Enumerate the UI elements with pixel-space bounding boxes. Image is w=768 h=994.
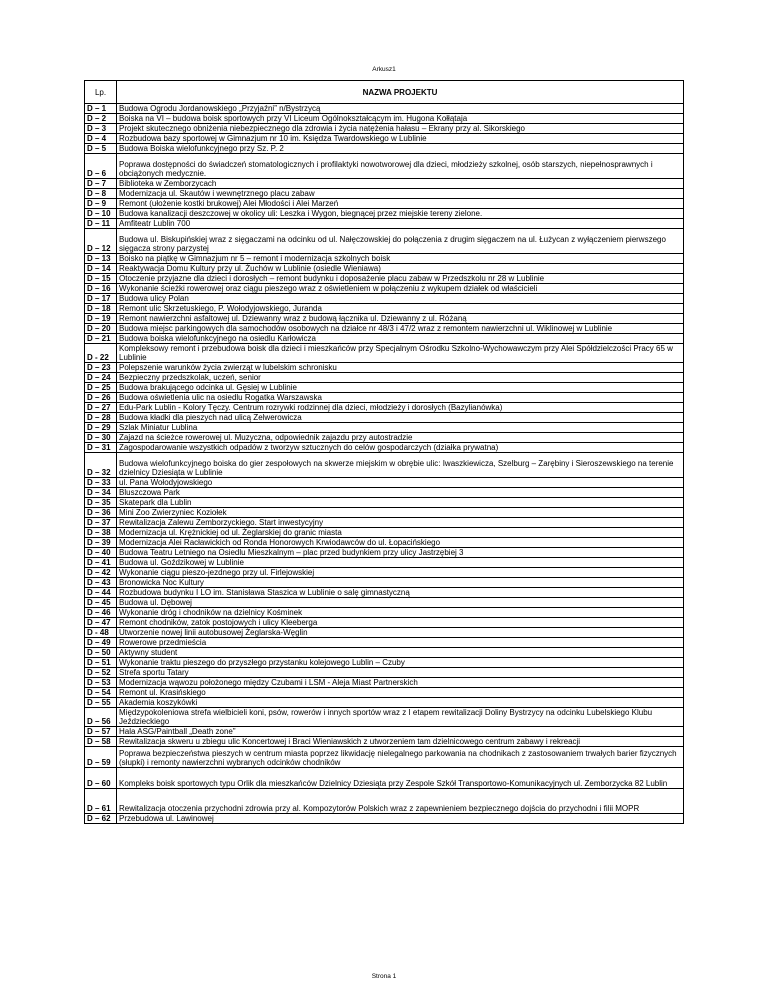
project-number: D – 21 xyxy=(85,334,117,344)
column-header-name: NAZWA PROJEKTU xyxy=(117,81,684,104)
table-row xyxy=(85,498,684,508)
project-number: D – 20 xyxy=(85,324,117,334)
project-name: Budowa brakującego odcinka ul. Gęsiej w Lublinie xyxy=(117,383,684,393)
table-row xyxy=(85,768,684,789)
project-name: Budowa kładki dla pieszych nad ulicą Zelwerowicza xyxy=(117,413,684,423)
project-number: D - 48 xyxy=(85,628,117,638)
table-row xyxy=(85,294,684,304)
project-name: Szlak Miniatur Lublina xyxy=(117,423,684,433)
table-row xyxy=(85,727,684,737)
table-row xyxy=(85,628,684,638)
project-number: D – 58 xyxy=(85,737,117,747)
project-number: D - 22 xyxy=(85,344,117,363)
project-name: Boiska na VI – budowa boisk sportowych przy VI Liceum Ogólnokształcącym im. Hugona Kołłątaja xyxy=(117,114,684,124)
project-name: Budowa ulicy Polan xyxy=(117,294,684,304)
project-number: D – 29 xyxy=(85,423,117,433)
project-number: D – 2 xyxy=(85,114,117,124)
project-name: Budowa Teatru Letniego na Osiedlu Mieszkalnym – plac przed budynkiem przy ulicy Jastrzębiej 3 xyxy=(117,548,684,558)
project-name: Rewitalizacja Zalewu Zemborzyckiego. Start inwestycyjny xyxy=(117,518,684,528)
project-number: D – 34 xyxy=(85,488,117,498)
project-number: D – 37 xyxy=(85,518,117,528)
table-row xyxy=(85,789,684,814)
project-name: Bronowicka Noc Kultury xyxy=(117,578,684,588)
table-row xyxy=(85,114,684,124)
project-number: D – 46 xyxy=(85,608,117,618)
project-number: D – 55 xyxy=(85,698,117,708)
project-name: Kompleksowy remont i przebudowa boisk dla dzieci i mieszkańców przy Specjalnym Ośrodku Szkolno-Wychowawczym przy Alei Spółdzielczości Pracy 65 w Lublinie xyxy=(117,344,684,363)
project-number: D – 8 xyxy=(85,189,117,199)
project-number: D – 38 xyxy=(85,528,117,538)
project-name: Strefa sportu Tatary xyxy=(117,668,684,678)
project-number: D – 53 xyxy=(85,678,117,688)
project-name: Aktywny student xyxy=(117,648,684,658)
project-name: Remont chodników, zatok postojowych i ulicy Kleeberga xyxy=(117,618,684,628)
project-name: Amfiteatr Lublin 700 xyxy=(117,219,684,229)
project-number: D – 47 xyxy=(85,618,117,628)
project-number: D – 59 xyxy=(85,747,117,768)
table-row xyxy=(85,134,684,144)
project-name: Utworzenie nowej linii autobusowej Żeglarska-Węglin xyxy=(117,628,684,638)
project-number: D – 17 xyxy=(85,294,117,304)
project-name: Wykonanie ścieżki rowerowej oraz ciągu pieszego wraz z oświetleniem w połączeniu z wykupem działek od właścicieli xyxy=(117,284,684,294)
table-row xyxy=(85,668,684,678)
table-row xyxy=(85,179,684,189)
project-name: Rowerowe przedmieścia xyxy=(117,638,684,648)
table-row xyxy=(85,618,684,628)
project-number: D – 26 xyxy=(85,393,117,403)
project-number: D – 41 xyxy=(85,558,117,568)
table-row xyxy=(85,488,684,498)
project-name: Zajazd na ścieżce rowerowej ul. Muzyczna, odpowiednik zajazdu przy autostradzie xyxy=(117,433,684,443)
table-row xyxy=(85,698,684,708)
project-name: Budowa ul. Goździkowej w Lublinie xyxy=(117,558,684,568)
table-row xyxy=(85,314,684,324)
project-name: Budowa ul. Dębowej xyxy=(117,598,684,608)
project-name: Rewitalizacja skweru u zbiegu ulic Koncertowej i Braci Wieniawskich z utworzeniem tam dzielnicowego centrum zabawy i rekreacji xyxy=(117,737,684,747)
project-number: D – 52 xyxy=(85,668,117,678)
table-row xyxy=(85,209,684,219)
table-row xyxy=(85,548,684,558)
project-number: D – 60 xyxy=(85,768,117,789)
table-row xyxy=(85,508,684,518)
project-number: D – 33 xyxy=(85,478,117,488)
projects-table-body xyxy=(85,81,684,824)
table-row xyxy=(85,598,684,608)
project-name: Kompleks boisk sportowych typu Orlik dla mieszkańców Dzielnicy Dziesiąta przy Zespole Szkół Transportowo-Komunikacyjnych ul. Zemborzycka 82 Lublin xyxy=(117,768,684,789)
project-name: Rozbudowa bazy sportowej w Gimnazjum nr 10 im. Księdza Twardowskiego w Lublinie xyxy=(117,134,684,144)
project-name: Budowa miejsc parkingowych dla samochodów osobowych na działce nr 48/3 i 47/2 wraz z remontem nawierzchni ul. Wiklinowej w Lublinie xyxy=(117,324,684,334)
table-row xyxy=(85,678,684,688)
project-number: D – 61 xyxy=(85,789,117,814)
table-row xyxy=(85,648,684,658)
project-number: D – 6 xyxy=(85,154,117,179)
table-row xyxy=(85,363,684,373)
sheet-name: Arkusz1 xyxy=(372,66,396,73)
project-number: D – 49 xyxy=(85,638,117,648)
project-name: Otoczenie przyjazne dla dzieci i dorosłych – remont budynku i doposażenie placu zabaw w Przedszkolu nr 28 w Lublinie xyxy=(117,274,684,284)
table-row xyxy=(85,568,684,578)
project-number: D – 28 xyxy=(85,413,117,423)
table-row xyxy=(85,189,684,199)
page-number: Strona 1 xyxy=(371,973,397,980)
project-number: D – 9 xyxy=(85,199,117,209)
project-number: D – 16 xyxy=(85,284,117,294)
table-row xyxy=(85,528,684,538)
project-name: Modernizacja ul. Skautów i wewnętrznego placu zabaw xyxy=(117,189,684,199)
table-row xyxy=(85,254,684,264)
project-name: Projekt skutecznego obniżenia niebezpiecznego dla zdrowia i życia natężenia hałasu – Ekrany przy al. Sikorskiego xyxy=(117,124,684,134)
project-number: D – 44 xyxy=(85,588,117,598)
table-row xyxy=(85,393,684,403)
project-number: D – 1 xyxy=(85,104,117,114)
table-row xyxy=(85,453,684,478)
table-row xyxy=(85,199,684,209)
table-row xyxy=(85,284,684,294)
table-row xyxy=(85,443,684,453)
project-name: Międzypokoleniowa strefa wielbicieli koni, psów, rowerów i innych sportów wraz z I etapem rewitalizacji Doliny Bystrzycy na odcinku Lubelskiego Klubu Jeździeckiego xyxy=(117,708,684,727)
table-row xyxy=(85,708,684,727)
project-number: D – 43 xyxy=(85,578,117,588)
project-name: Remont ulic Skrzetuskiego, P. Wołodyjowskiego, Juranda xyxy=(117,304,684,314)
table-row xyxy=(85,124,684,134)
table-row xyxy=(85,334,684,344)
project-name: Edu-Park Lublin - Kolory Tęczy. Centrum rozrywki rodzinnej dla dzieci, młodzieży i dorosłych (Bazylianówka) xyxy=(117,403,684,413)
table-row xyxy=(85,264,684,274)
project-name: Zagospodarowanie wszystkich odpadów z tworzyw sztucznych do celów gospodarczych (działka prywatna) xyxy=(117,443,684,453)
project-number: D – 50 xyxy=(85,648,117,658)
project-number: D – 30 xyxy=(85,433,117,443)
project-name: Bluszczowa Park xyxy=(117,488,684,498)
project-name: Modernizacja wąwozu położonego między Czubami i LSM - Aleja Miast Partnerskich xyxy=(117,678,684,688)
project-number: D – 4 xyxy=(85,134,117,144)
table-row xyxy=(85,747,684,768)
project-name: Boisko na piątkę w Gimnazjum nr 5 – remont i modernizacja szkolnych boisk xyxy=(117,254,684,264)
project-name: Modernizacja ul. Krężnickiej od ul. Żeglarskiej do granic miasta xyxy=(117,528,684,538)
table-row xyxy=(85,324,684,334)
table-row xyxy=(85,304,684,314)
project-name: Modernizacja Alei Racławickich od Ronda Honorowych Krwiodawców do ul. Łopacińskiego xyxy=(117,538,684,548)
project-name: Wykonanie dróg i chodników na dzielnicy Kośminek xyxy=(117,608,684,618)
table-row xyxy=(85,344,684,363)
project-name: Przebudowa ul. Lawinowej xyxy=(117,814,684,824)
project-name: ul. Pana Wołodyjowskiego xyxy=(117,478,684,488)
project-number: D – 54 xyxy=(85,688,117,698)
table-row xyxy=(85,154,684,179)
table-row xyxy=(85,433,684,443)
project-number: D – 51 xyxy=(85,658,117,668)
table-row xyxy=(85,229,684,254)
table-row xyxy=(85,413,684,423)
project-number: D – 39 xyxy=(85,538,117,548)
project-name: Remont nawierzchni asfaltowej ul. Dziewanny wraz z budową łącznika ul. Dziewanny z ul. Różaną xyxy=(117,314,684,324)
table-row xyxy=(85,578,684,588)
project-name: Rewitalizacja otoczenia przychodni zdrowia przy al. Kompozytorów Polskich wraz z zapewnieniem bezpiecznego dojścia do przychodni i filii MOPR xyxy=(117,789,684,814)
column-header-lp: Lp. xyxy=(85,81,117,104)
project-name: Budowa ul. Biskupińskiej wraz z sięgaczami na odcinku od ul. Nałęczowskiej do połączenia z drugim sięgaczem na ul. Łużycan z wyłączeniem pierwszego sięgacza strony parzystej xyxy=(117,229,684,254)
project-name: Poprawa bezpieczeństwa pieszych w centrum miasta poprzez likwidację nielegalnego parkowania na chodnikach z zastosowaniem trwałych barier fizycznych (słupki) i remonty nawierzchni wybranych odcinków chodników xyxy=(117,747,684,768)
table-row xyxy=(85,538,684,548)
project-name: Budowa wielofunkcyjnego boiska do gier zespołowych na skwerze miejskim w obrębie ulic: Iwaszkiewicza, Szelburg – Zarębiny i Sieroszewskiego na terenie dzielnicy Dziesiąta w Lublinie xyxy=(117,453,684,478)
project-number: D – 42 xyxy=(85,568,117,578)
project-name: Wykonanie ciągu pieszo-jezdnego przy ul. Firlejowskiej xyxy=(117,568,684,578)
table-row xyxy=(85,638,684,648)
table-row xyxy=(85,373,684,383)
project-number: D – 24 xyxy=(85,373,117,383)
project-number: D – 35 xyxy=(85,498,117,508)
projects-table xyxy=(84,80,684,824)
table-row xyxy=(85,219,684,229)
project-name: Rozbudowa budynku I LO im. Stanisława Staszica w Lublinie o salę gimnastyczną xyxy=(117,588,684,598)
table-row xyxy=(85,814,684,824)
project-name: Remont (ułożenie kostki brukowej) Alei Młodości i Alei Marzeń xyxy=(117,199,684,209)
project-number: D – 57 xyxy=(85,727,117,737)
project-number: D – 10 xyxy=(85,209,117,219)
project-name: Reaktywacja Domu Kultury przy ul. Żuchów w Lublinie (osiedle Wieniawa) xyxy=(117,264,684,274)
project-number: D – 62 xyxy=(85,814,117,824)
project-number: D – 18 xyxy=(85,304,117,314)
project-number: D – 45 xyxy=(85,598,117,608)
table-row xyxy=(85,478,684,488)
table-row xyxy=(85,423,684,433)
project-name: Hala ASG/Paintball „Death zone” xyxy=(117,727,684,737)
table-row xyxy=(85,688,684,698)
table-row xyxy=(85,274,684,284)
table-row xyxy=(85,588,684,598)
project-number: D – 31 xyxy=(85,443,117,453)
project-name: Mini Zoo Zwierzyniec Koziołek xyxy=(117,508,684,518)
project-name: Biblioteka w Zemborzycach xyxy=(117,179,684,189)
project-number: D – 56 xyxy=(85,708,117,727)
project-number: D – 3 xyxy=(85,124,117,134)
project-number: D – 36 xyxy=(85,508,117,518)
table-row xyxy=(85,403,684,413)
project-name: Akademia koszykówki xyxy=(117,698,684,708)
project-name: Budowa boiska wielofunkcyjnego na osiedlu Karłowicza xyxy=(117,334,684,344)
project-number: D – 13 xyxy=(85,254,117,264)
project-number: D – 32 xyxy=(85,453,117,478)
project-name: Budowa Boiska wielofunkcyjnego przy Sz. P. 2 xyxy=(117,144,684,154)
table-row xyxy=(85,144,684,154)
project-name: Wykonanie traktu pieszego do przyszłego przystanku kolejowego Lublin – Czuby xyxy=(117,658,684,668)
project-number: D – 14 xyxy=(85,264,117,274)
project-name: Poprawa dostępności do świadczeń stomatologicznych i profilaktyki nowotworowej dla dzieci, młodzieży szkolnej, osób starszych, niepełnosprawnych i obciążonych medycznie. xyxy=(117,154,684,179)
table-row xyxy=(85,383,684,393)
table-row xyxy=(85,518,684,528)
project-number: D – 7 xyxy=(85,179,117,189)
project-number: D – 12 xyxy=(85,229,117,254)
table-row xyxy=(85,737,684,747)
project-number: D – 25 xyxy=(85,383,117,393)
project-number: D – 11 xyxy=(85,219,117,229)
project-name: Remont ul. Krasińskiego xyxy=(117,688,684,698)
project-number: D – 40 xyxy=(85,548,117,558)
project-number: D – 27 xyxy=(85,403,117,413)
table-row xyxy=(85,658,684,668)
project-name: Bezpieczny przedszkolak, uczeń, senior xyxy=(117,373,684,383)
table-row xyxy=(85,558,684,568)
table-row xyxy=(85,608,684,618)
project-name: Budowa oświetlenia ulic na osiedlu Rogatka Warszawska xyxy=(117,393,684,403)
project-number: D – 23 xyxy=(85,363,117,373)
project-name: Budowa kanalizacji deszczowej w okolicy uli: Leszka i Wygon, biegnącej przez miejskie tereny zielone. xyxy=(117,209,684,219)
project-name: Polepszenie warunków życia zwierząt w lubelskim schronisku xyxy=(117,363,684,373)
table-header-row xyxy=(85,81,684,104)
project-number: D – 19 xyxy=(85,314,117,324)
project-number: D – 5 xyxy=(85,144,117,154)
project-name: Skatepark dla Lublin xyxy=(117,498,684,508)
project-number: D – 15 xyxy=(85,274,117,284)
table-row xyxy=(85,104,684,114)
project-name: Budowa Ogrodu Jordanowskiego „Przyjaźni” n/Bystrzycą xyxy=(117,104,684,114)
